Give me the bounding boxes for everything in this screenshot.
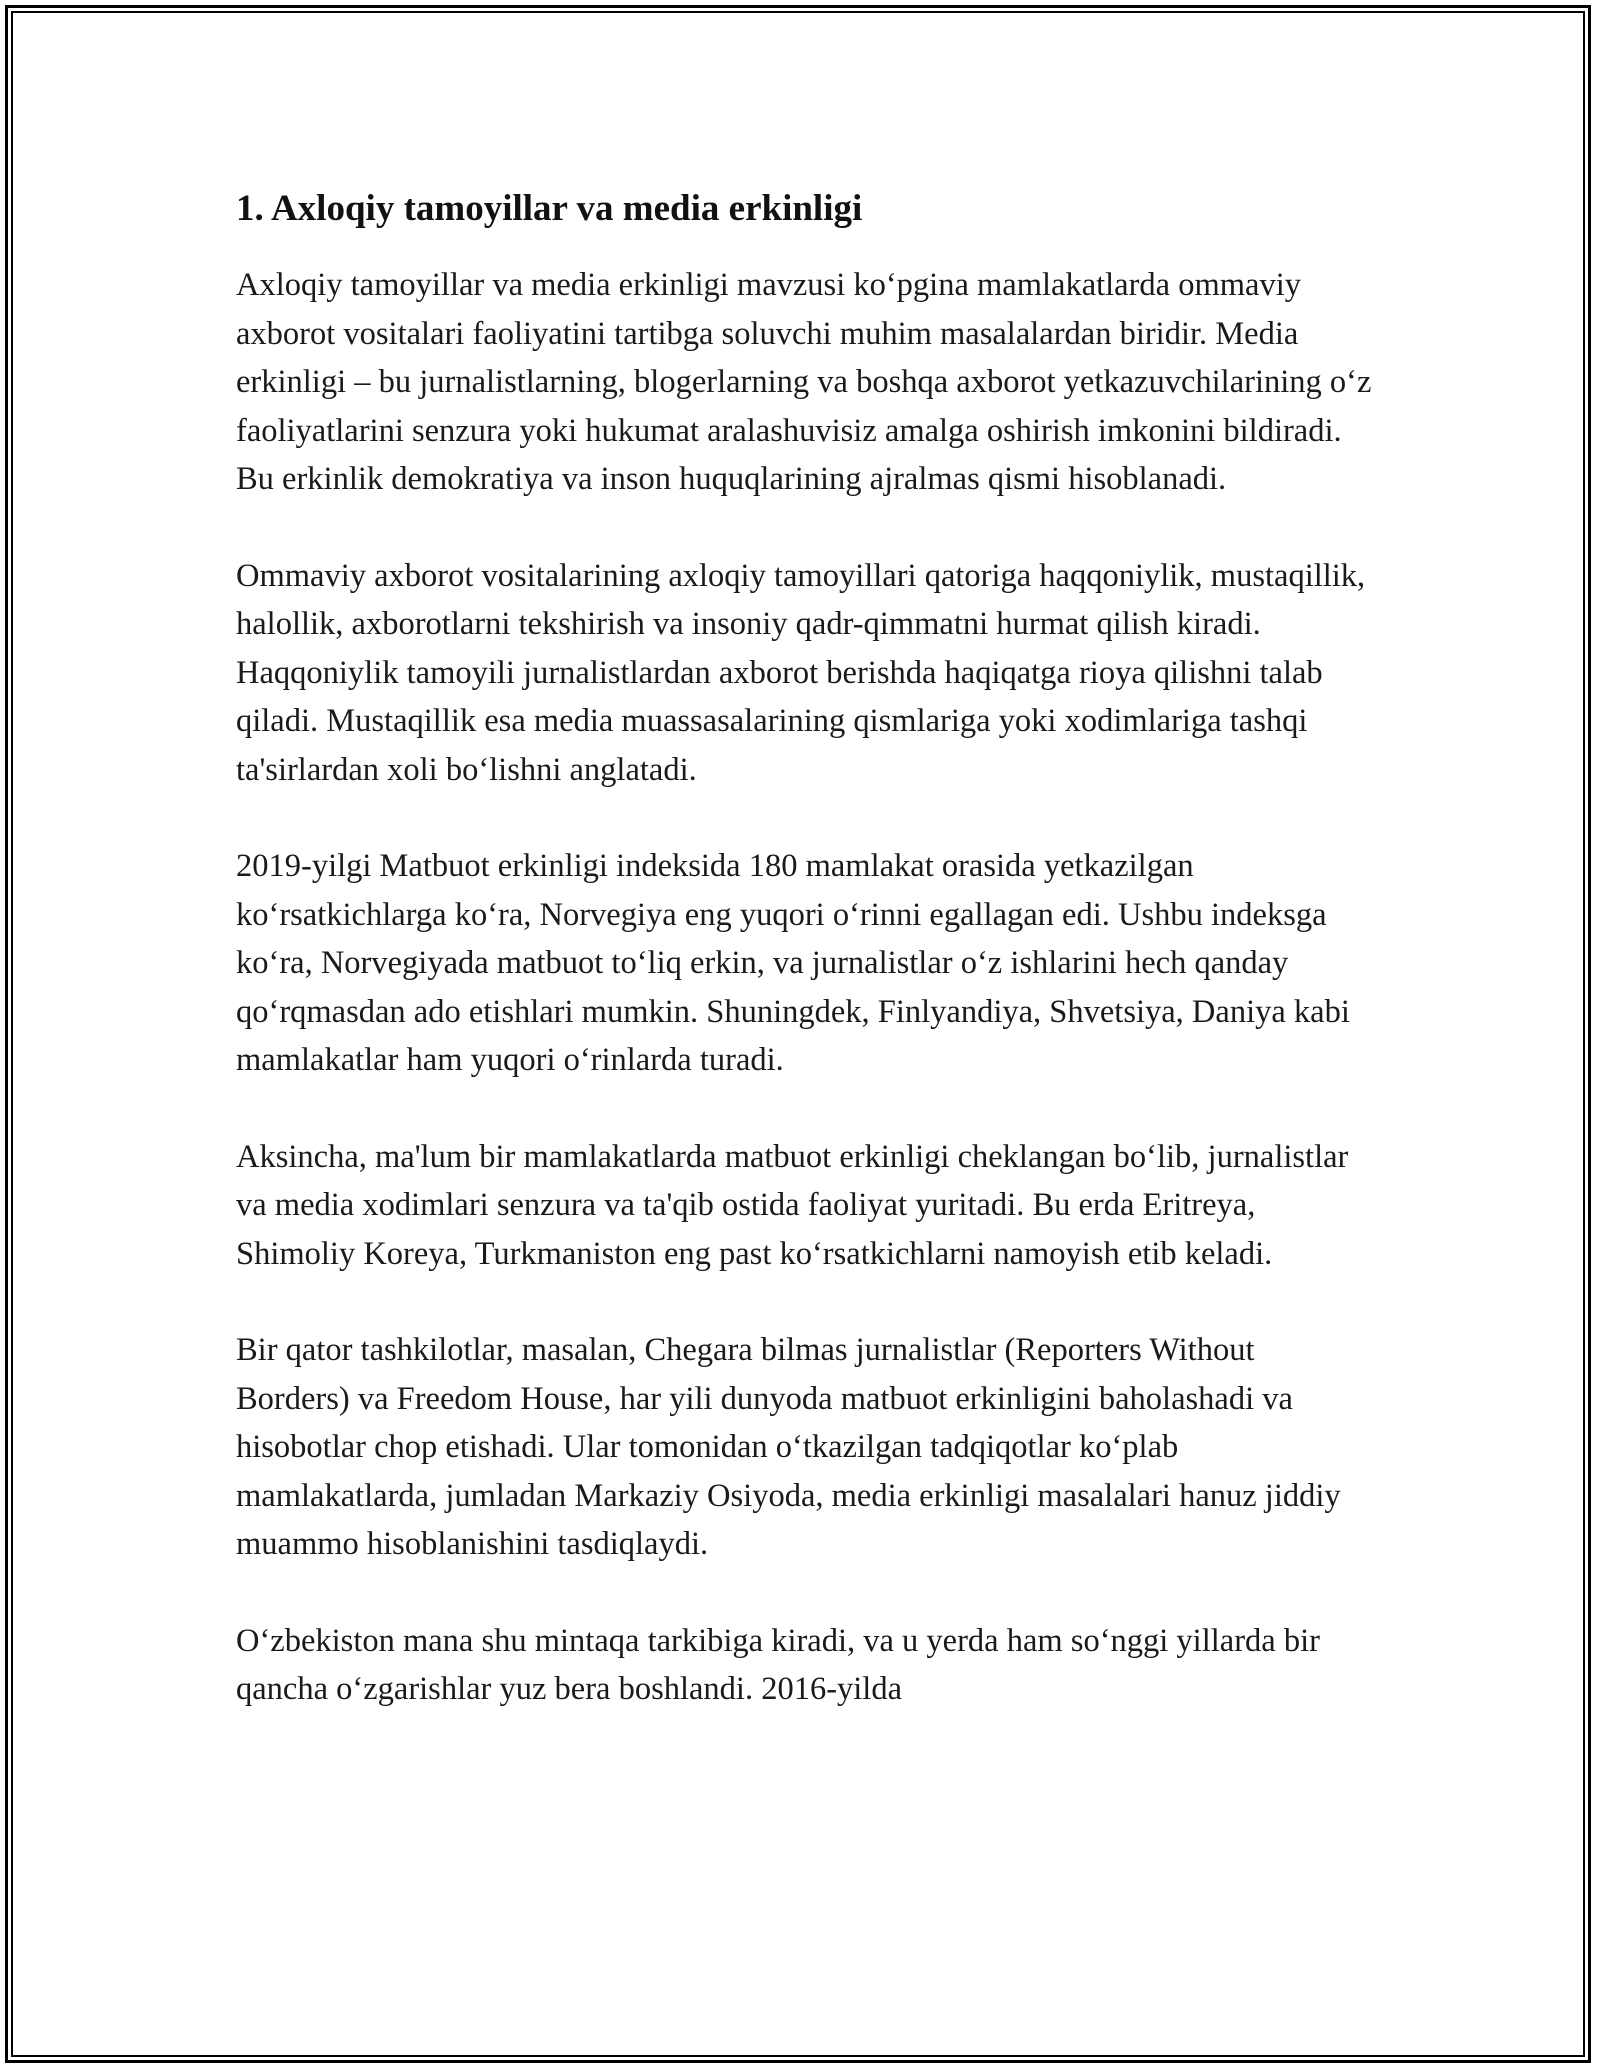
document-body	[236, 185, 1376, 1762]
section-heading: 1. Axloqiy tamoyillar va media erkinligi	[236, 188, 863, 229]
paragraph-3: 2019-yilgi Matbuot erkinligi indeksida 180 mamlakat orasida yetkazilgan ko‘rsatkichlarga ko‘ra, Norvegiya eng yuqori o‘rinni egallagan edi. Ushbu indeksga ko‘ra, Norvegiyada matbuot to‘liq erkin, va jurnalistlar o‘z ishlarini hech qanday qo‘rqmasdan ado etishlari mumkin. Shuningdek, Finlyandiya, Shvetsiya, Daniya kabi mamlakatlar ham yuqori o‘rinlarda turadi.	[236, 848, 1350, 1078]
paragraph-5: Bir qator tashkilotlar, masalan, Chegara bilmas jurnalistlar (Reporters Without Borders) va Freedom House, har yili dunyoda matbuot erkinligini baholashadi va hisobotlar chop etishadi. Ular tomonidan o‘tkazilgan tadqiqotlar ko‘plab mamlakatlarda, jumladan Markaziy Osiyoda, media erkinligi masalalari hanuz jiddiy muammo hisoblanishini tasdiqlaydi.	[236, 1332, 1341, 1562]
paragraph-1: Axloqiy tamoyillar va media erkinligi mavzusi ko‘pgina mamlakatlarda ommaviy axborot vositalari faoliyatini tartibga soluvchi muhim masalalardan biridir. Media erkinligi – bu jurnalistlarning, blogerlarning va boshqa axborot yetkazuvchilarining o‘z faoliyatlarini senzura yoki hukumat aralashuvisiz amalga oshirish imkonini bildiradi. Bu erkinlik demokratiya va inson huquqlarining ajralmas qismi hisoblanadi.	[236, 267, 1372, 497]
paragraph-4: Aksincha, ma'lum bir mamlakatlarda matbuot erkinligi cheklangan bo‘lib, jurnalistlar va media xodimlari senzura va ta'qib ostida faoliyat yuritadi. Bu erda Eritreya, Shimoliy Koreya, Turkmaniston eng past ko‘rsatkichlarni namoyish etib keladi.	[236, 1138, 1349, 1272]
paragraph-2: Ommaviy axborot vositalarining axloqiy tamoyillari qatoriga haqqoniylik, mustaqillik, halollik, axborotlarni tekshirish va insoniy qadr-qimmatni hurmat qilish kiradi. Haqqoniylik tamoyili jurnalistlardan axborot berishda haqiqatga rioya qilishni talab qiladi. Mustaqillik esa media muassasalarining qismlariga yoki xodimlariga tashqi ta'sirlardan xoli bo‘lishni anglatadi.	[236, 557, 1366, 788]
paragraph-6: O‘zbekiston mana shu mintaqa tarkibiga kiradi, va u yerda ham so‘nggi yillarda bir qancha o‘zgarishlar yuz bera boshlandi. 2016-yilda	[236, 1622, 1320, 1707]
